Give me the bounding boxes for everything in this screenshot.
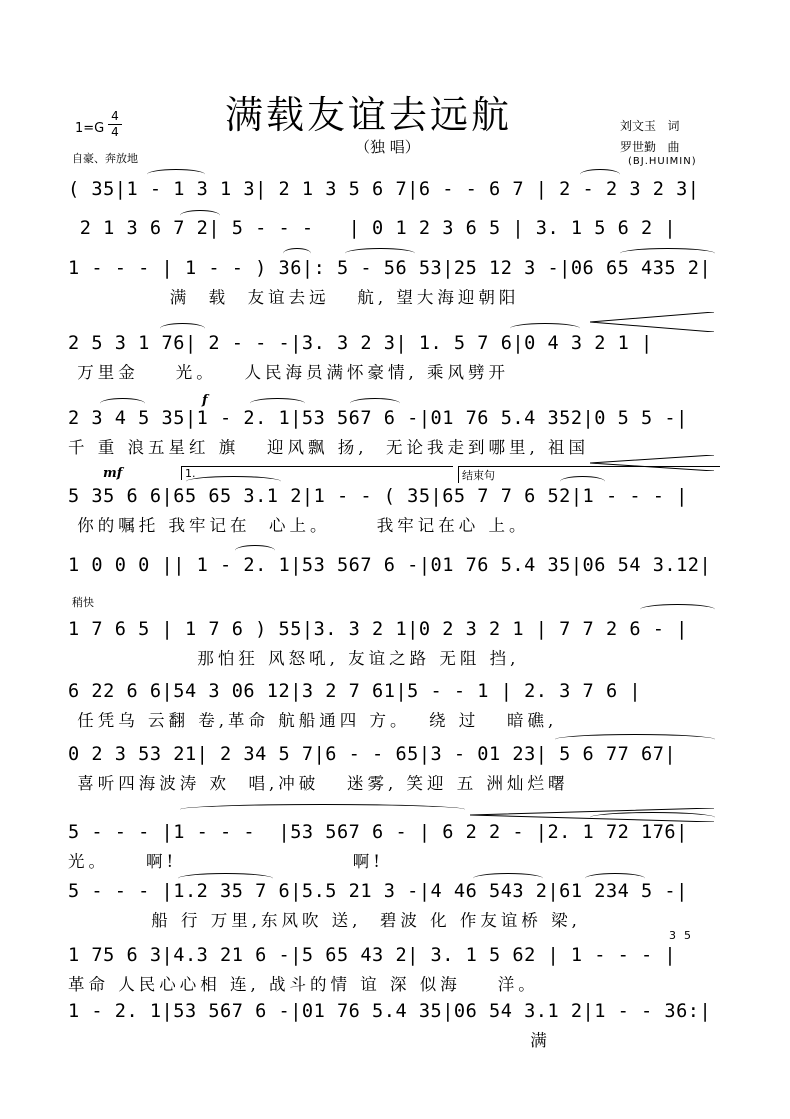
page-title: 满载友谊去远航 bbox=[225, 93, 513, 137]
notation-line: 2 1 3 6 7 2| 5 - - - | 0 1 2 3 6 5 | 3. 1 5 6 2 | bbox=[68, 218, 677, 239]
forte-mark: f bbox=[202, 393, 208, 408]
notation-line: 5 - - - |1.2 35 7 6|5.5 21 3 -|4 46 543 2|61 234 5 -| bbox=[68, 881, 688, 902]
slur bbox=[555, 734, 715, 745]
slur bbox=[180, 210, 220, 221]
ending-phrase-bracket: 结束句 bbox=[458, 466, 720, 483]
lyric-line: 你的嘱托 我牢记在 心上。 我牢记在心 上。 bbox=[68, 516, 530, 535]
slur bbox=[235, 545, 275, 556]
slur bbox=[585, 873, 645, 884]
lyric-line: 那怕狂 风怒吼, 友谊之路 无阻 挡, bbox=[68, 649, 520, 668]
slur bbox=[640, 604, 715, 615]
meter-top: 4 bbox=[111, 109, 119, 123]
lyric-line: 革命 人民心心相 连, 战斗的情 谊 深 似海 洋。 bbox=[68, 975, 539, 994]
notation-line: 1 75 6 3|4.3 21 6 -|5 65 43 2| 3. 1 5 62 | 1 - - - | bbox=[68, 945, 677, 966]
lyric-line: 船 行 万里,东风吹 送, 碧波 化 作友谊桥 梁, bbox=[68, 911, 581, 930]
mezzo-forte-mark: mf bbox=[103, 466, 123, 481]
score-system bbox=[68, 553, 716, 623]
score-system bbox=[68, 879, 716, 949]
lyric-line: 万里金 光。 人民海员满怀豪情, 乘风劈开 bbox=[68, 363, 509, 382]
lyric-line: 光。 啊! 啊! bbox=[68, 852, 384, 871]
first-ending-bracket: 1. bbox=[181, 466, 453, 480]
notation-line: 2 5 3 1 76| 2 - - -|3. 3 2 3| 1. 5 7 6|0 4 3 2 1 | bbox=[68, 333, 653, 354]
slur bbox=[510, 323, 580, 334]
notation-line: 2 3 4 5 35|1 - 2. 1|53 567 6 -|01 76 5.4 352|0 5 5 -| bbox=[68, 408, 688, 429]
notation-line: 1 0 0 0 || 1 - 2. 1|53 567 6 -|01 76 5.4 35|06 54 3.12| bbox=[68, 555, 712, 576]
key-signature: 1=G bbox=[75, 121, 105, 136]
notation-line: 0 2 3 53 21| 2 34 5 7|6 - - 65|3 - 01 23| 5 6 77 67| bbox=[68, 744, 677, 765]
score-system bbox=[68, 617, 716, 687]
time-signature bbox=[108, 110, 122, 139]
slur bbox=[186, 476, 281, 487]
score-system bbox=[68, 331, 716, 401]
meter-bottom: 4 bbox=[111, 125, 119, 139]
performance-type: （独 唱） bbox=[355, 138, 420, 156]
notation-line: 5 35 6 6|65 65 3.1 2|1 - - ( 35|65 7 7 6 52|1 - - - | bbox=[68, 486, 688, 507]
lyric-line: 千 重 浪五星红 旗 迎风飘 扬, 无论我走到哪里, 祖国 bbox=[68, 438, 589, 457]
arranger-credit: (BJ.HUIMIN) bbox=[628, 156, 697, 167]
notation-line: 6 22 6 6|54 3 06 12|3 2 7 61|5 - - 1 | 2. 3 7 6 | bbox=[68, 681, 642, 702]
notation-line: 5 - - - |1 - - - |53 567 6 - | 6 2 2 - |2. 1 72 176| bbox=[68, 822, 688, 843]
tuplet-mark: 5 bbox=[684, 929, 691, 942]
crescendo-wedge bbox=[470, 808, 714, 822]
tuplet-mark: 3 bbox=[669, 929, 676, 942]
score-system bbox=[68, 999, 716, 1069]
score-system bbox=[68, 484, 716, 554]
slur bbox=[147, 169, 205, 180]
slur bbox=[180, 804, 465, 815]
slur bbox=[345, 248, 415, 259]
notation-line: 1 7 6 5 | 1 7 6 ) 55|3. 3 2 1|0 2 3 2 1 | 7 7 2 6 - | bbox=[68, 619, 688, 640]
lyric-line bbox=[68, 583, 716, 607]
slur bbox=[178, 873, 273, 884]
slur bbox=[100, 398, 145, 409]
lyricist: 刘文玉 词 bbox=[620, 119, 680, 133]
lyric-line: 满 载 友谊去远 航, 望大海迎朝阳 bbox=[68, 288, 520, 307]
composer: 罗世勤 曲 bbox=[620, 140, 680, 154]
expression-mark: 自豪、奔放地 bbox=[72, 152, 138, 165]
lyric-line: 喜听四海波涛 欢 唱,冲破 迷雾, 笑迎 五 洲灿烂曙 bbox=[68, 774, 569, 793]
slur bbox=[283, 248, 311, 259]
lyric-line: 任凭乌 云翻 卷,革命 航船通四 方。 绕 过 暗礁, bbox=[68, 711, 558, 730]
tempo-mark: 稍快 bbox=[72, 596, 94, 609]
credits bbox=[620, 116, 679, 158]
slur bbox=[160, 323, 205, 334]
notation-line: 1 - - - | 1 - - ) 36|: 5 - 56 53|25 12 3 -|06 65 435 2| bbox=[68, 258, 712, 279]
lyric-line: 满 bbox=[68, 1031, 551, 1050]
score-system bbox=[68, 742, 716, 812]
slur bbox=[580, 169, 620, 180]
slur bbox=[620, 248, 715, 259]
slur bbox=[560, 476, 605, 487]
slur bbox=[350, 398, 400, 409]
notation-line: ( 35|1 - 1 3 1 3| 2 1 3 5 6 7|6 - - 6 7 | 2 - 2 3 2 3| bbox=[68, 179, 700, 200]
crescendo-wedge bbox=[590, 455, 714, 471]
slur bbox=[473, 873, 543, 884]
slur bbox=[250, 398, 305, 409]
crescendo-wedge bbox=[590, 312, 714, 332]
notation-line: 1 - 2. 1|53 567 6 -|01 76 5.4 35|06 54 3.1 2|1 - - 36:| bbox=[68, 1001, 712, 1022]
